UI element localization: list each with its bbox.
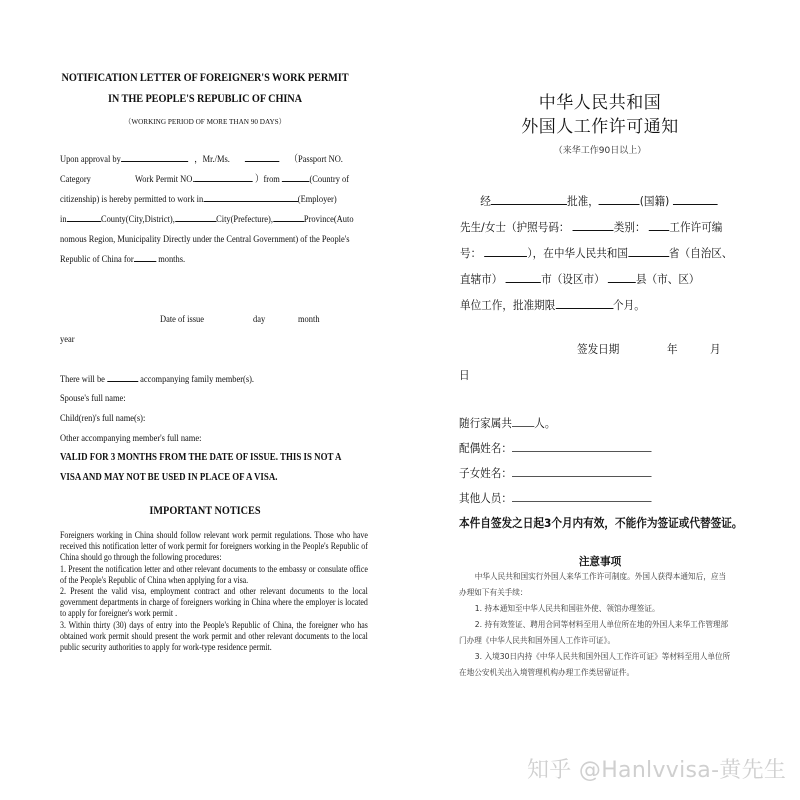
text: Province(Auto [303,214,354,225]
zh-other-blank [512,490,652,502]
zh-body-line-4 [460,266,732,292]
date-day-label: day [253,314,266,325]
notice-item-3: 3. Within thirty (30) days of entry into the People's Republic of China, the foreigner who has obtained work permit should present the work permit and other relevant documents to the local public security authorities to apply for work-type residence permit. [60,619,368,653]
body-line-5: nomous Region, Municipality Directly under the Central Government) of the People's [60,234,350,245]
zh-spouse-line [459,435,651,461]
employer-blank [203,190,298,202]
text: 市（设区市） [541,272,605,286]
date-of-issue-label: Date of issue [160,314,204,325]
zh-other-line [459,485,651,511]
text: Republic of China for [60,254,134,265]
other-member-label: Other accompanying member's full name: [60,433,202,444]
text: 县（市、区） [635,272,700,286]
zh-date-day: 日 [459,368,470,382]
country-blank [282,170,310,182]
body-line-3 [60,190,354,210]
text: 工作许可编 [669,220,723,234]
province-blank [273,210,304,222]
zh-date-month: 月 [710,342,721,356]
zh-children-line [459,460,651,486]
text: 类别： [613,220,646,234]
months-blank [134,250,156,262]
zh-category-blank [649,219,669,231]
chinese-title-line-2: 外国人工作许可通知 [521,117,679,137]
zh-children-blank [512,465,652,477]
text: 配偶姓名： [459,441,512,455]
text: 随行家属共 [459,416,512,430]
family-count-line [60,370,254,390]
county-blank [67,210,101,222]
zh-notice-item-3: 3. 入境30日内持《中华人民共和国外国人工作许可证》等材料至用人单位所 [474,651,731,661]
text: Category [60,174,91,185]
zh-body-line-3 [460,240,732,266]
text: ），在中华人民共和国 [527,246,628,260]
zh-notices-body [459,568,730,680]
zh-passport-blank [573,219,614,231]
text: （Passport NO. [289,154,343,165]
body-line-6 [60,250,354,270]
family-count-blank [107,370,138,382]
zh-notice-item-1: 1. 持本通知至中华人民共和国驻外使、领馆办理签证。 [474,603,660,613]
zh-notice-line: 门办理《中华人民共和国外国人工作许可证》。 [459,635,616,645]
text: months. [158,254,186,265]
text: City(Prefecture), [216,214,273,225]
text: 子女姓名： [459,466,512,480]
date-month-label: month [298,314,320,325]
name-blank [245,150,279,162]
city-blank [175,210,216,222]
zh-period-blank [555,297,613,309]
zhihu-watermark: 知乎 @Hanlvvisa-黄先生 [527,758,787,783]
body-line-1 [60,150,354,170]
text: (国籍) [639,194,670,208]
text: Work Permit NO. [134,174,195,185]
zh-notice-line: 在地公安机关出入境管理机构办理工作类居留证件。 [459,667,635,677]
english-subtitle: （WORKING PERIOD OF MORE THAN 90 DAYS） [124,118,286,126]
zh-validity-statement: 本件自签发之日起3个月内有效，不能作为签证或代替签证。 [459,516,743,530]
text: accompanying family member(s). [140,374,255,385]
text: Upon approval by [60,154,121,165]
chinese-subtitle: （来华工作90日以上） [553,146,647,156]
spouse-name-label: Spouse's full name: [60,393,126,404]
zh-city-blank [506,271,541,283]
text: in [60,214,67,225]
zh-family-count-blank [512,415,534,427]
text: 批准， [567,194,599,208]
english-body [60,150,354,270]
text: (Employer) [297,194,337,205]
text: 先生/女士（护照号码： [460,220,570,234]
zh-province-blank [628,245,669,257]
text: 经 [480,194,491,208]
text: 单位工作，批准期限 [460,298,556,312]
text: (Country of [309,174,350,185]
english-title-line-1: NOTIFICATION LETTER OF FOREIGNER'S WORK PERMIT [61,72,349,84]
notice-item-2: 2. Present the valid visa, employment contract and other relevant documents to the local government departments in charge of foreigners working in China where the employer is located to apply for foreigner's work permit . [60,586,368,619]
english-title-line-2: IN THE PEOPLE'S REPUBLIC OF CHINA [107,93,302,105]
zh-notices-title: 注意事项 [578,556,622,568]
chinese-title-line-1: 中华人民共和国 [538,93,662,113]
text: 其他人员： [459,491,512,505]
zh-nationality-blank [673,193,718,205]
text: 号： [460,246,482,260]
zh-notice-item-2: 2. 持有效签证、聘用合同等材料至用人单位所在地的外国人来华工作管理部 [474,619,729,629]
zh-name-blank [599,193,640,205]
notice-item-1: 1. Present the notification letter and other relevant documents to the embassy or consulate office of the People's Republic of China when applying for a visa. [60,563,368,585]
date-year-label: year [60,334,75,345]
zh-body-line-2 [460,214,732,240]
zh-family-count-line [459,410,556,436]
approver-blank [121,150,188,162]
text: 直辖市） [460,272,503,286]
text: ，Mr./Ms. [194,154,230,165]
zh-date-label: 签发日期 [577,342,620,356]
zh-county-blank [608,271,636,283]
validity-statement-line-1: VALID FOR 3 MONTHS FROM THE DATE OF ISSUE. THIS IS NOT A [60,452,342,463]
zh-date-year: 年 [667,342,678,356]
text: 省（自治区、 [668,246,733,260]
children-name-label: Child(ren)'s full name(s): [60,413,146,424]
permit-number-blank [194,170,252,182]
zh-spouse-blank [512,440,652,452]
text: There will be [60,374,105,385]
validity-statement-line-2: VISA AND MAY NOT BE USED IN PLACE OF A VISA. [60,472,278,483]
notice-paragraph-intro: Foreigners working in China should follow relevant work permit regulations. Those who have received this notification letter of work permit for foreigners working in the People's Republic of China should go through the following procedures: [60,530,368,563]
text: 人。 [534,416,556,430]
text: 个月。 [613,298,645,312]
important-notices-body [60,530,368,653]
body-line-2 [60,170,354,190]
text: ）from [255,174,280,185]
zh-approver-blank [491,193,567,205]
zh-body-line-1 [460,188,732,214]
zh-notice-line: 中华人民共和国实行外国人来华工作许可制度。外国人获得本通知后，应当 [474,571,727,581]
chinese-body [460,188,732,318]
text: citizenship) is hereby permitted to work in [60,194,204,205]
body-line-4 [60,210,354,230]
zh-notice-line: 办理如下有关手续： [459,587,528,597]
important-notices-title: IMPORTANT NOTICES [149,505,261,517]
text: County(City,District), [100,214,175,225]
zh-permit-number-blank [485,245,528,257]
zh-body-line-5 [460,292,732,318]
